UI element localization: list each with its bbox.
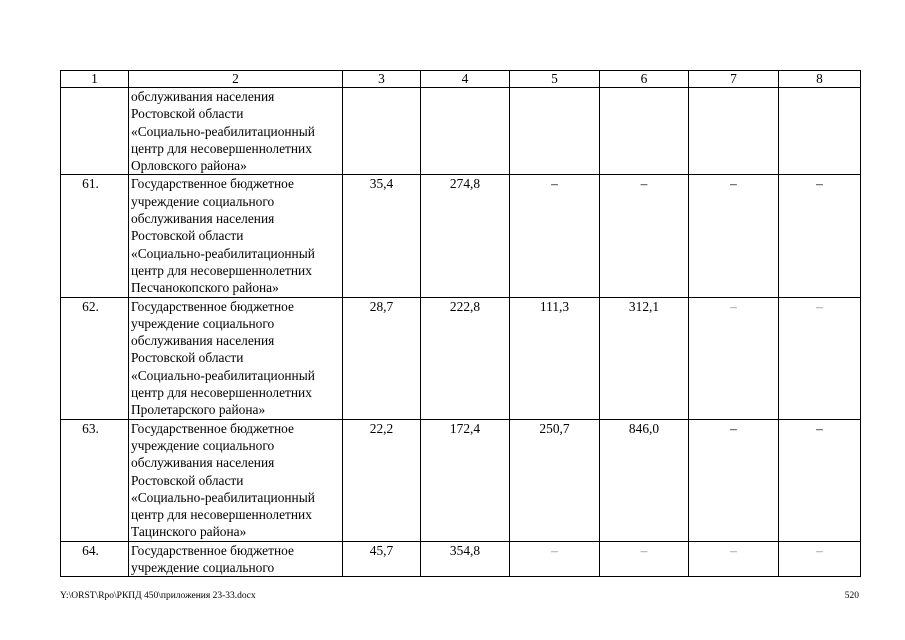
value-col-3: 28,7 (343, 297, 421, 419)
name-line: «Социально-реабилитационный (131, 367, 315, 383)
row-number: 64. (61, 541, 129, 577)
name-line: Песчанокопского района» (131, 280, 279, 296)
value-col-4: 172,4 (421, 419, 510, 541)
header-cell: 2 (129, 71, 343, 88)
name-line: центр для несовершеннолетних (131, 385, 312, 401)
value-col-5: 111,3 (510, 297, 600, 419)
footer-file-path: Y:\ORST\Rpo\РКПД 450\приложения 23-33.docx (60, 591, 256, 601)
value-col-4: 222,8 (421, 297, 510, 419)
document-table (60, 70, 861, 577)
row-number: 63. (61, 419, 129, 541)
name-line: Ростовской области (131, 472, 244, 488)
name-line: Ростовской области (131, 228, 244, 244)
header-cell: 1 (61, 71, 129, 88)
table-row (61, 297, 861, 419)
name-line: обслуживания населения (131, 211, 275, 227)
value-col-4: 354,8 (421, 541, 510, 577)
header-cell: 6 (600, 71, 689, 88)
name-line: Тацинского района» (131, 524, 247, 540)
table-header-row (61, 71, 861, 88)
institution-name (129, 419, 343, 541)
name-line: Государственное бюджетное (131, 420, 294, 436)
table-row (61, 419, 861, 541)
name-line: Государственное бюджетное (131, 542, 294, 558)
value-col-5 (510, 88, 600, 175)
name-line: Государственное бюджетное (131, 176, 294, 192)
name-line: центр для несовершеннолетних (131, 507, 312, 523)
name-line: Ростовской области (131, 106, 244, 122)
name-line: обслуживания населения (131, 455, 275, 471)
name-line: учреждение социального (131, 437, 275, 453)
value-col-3: 35,4 (343, 175, 421, 297)
name-line: «Социально-реабилитационный (131, 123, 315, 139)
name-line: Орловского района» (131, 158, 247, 174)
value-col-7: – (689, 175, 779, 297)
value-col-5: 250,7 (510, 419, 600, 541)
row-number: 62. (61, 297, 129, 419)
institution-name (129, 541, 343, 577)
value-col-8: – (779, 175, 861, 297)
value-col-7: – (689, 541, 779, 577)
value-col-8: – (779, 419, 861, 541)
value-col-7: – (689, 419, 779, 541)
value-col-8: – (779, 541, 861, 577)
value-col-6: 312,1 (600, 297, 689, 419)
header-cell: 4 (421, 71, 510, 88)
header-cell: 8 (779, 71, 861, 88)
value-col-7 (689, 88, 779, 175)
value-col-3 (343, 88, 421, 175)
value-col-6: 846,0 (600, 419, 689, 541)
value-col-6 (600, 88, 689, 175)
value-col-7: – (689, 297, 779, 419)
name-line: учреждение социального (131, 560, 275, 576)
value-col-3: 22,2 (343, 419, 421, 541)
value-col-6: – (600, 541, 689, 577)
table-row (61, 88, 861, 175)
value-col-4 (421, 88, 510, 175)
value-col-8 (779, 88, 861, 175)
institution-name (129, 175, 343, 297)
row-number (61, 88, 129, 175)
institution-name (129, 88, 343, 175)
value-col-3: 45,7 (343, 541, 421, 577)
name-line: обслуживания населения (131, 89, 275, 104)
name-line: учреждение социального (131, 315, 275, 331)
name-line: «Социально-реабилитационный (131, 489, 315, 505)
value-col-4: 274,8 (421, 175, 510, 297)
header-cell: 5 (510, 71, 600, 88)
name-line: Пролетарского района» (131, 402, 266, 418)
name-line: учреждение социального (131, 193, 275, 209)
header-cell: 7 (689, 71, 779, 88)
name-line: Ростовской области (131, 350, 244, 366)
name-line: центр для несовершеннолетних (131, 262, 312, 278)
row-number: 61. (61, 175, 129, 297)
institution-name (129, 297, 343, 419)
value-col-8: – (779, 297, 861, 419)
name-line: «Социально-реабилитационный (131, 245, 315, 261)
table-row (61, 175, 861, 297)
table-row (61, 541, 861, 577)
value-col-6: – (600, 175, 689, 297)
name-line: обслуживания населения (131, 333, 275, 349)
footer-page-number: 520 (844, 591, 859, 601)
value-col-5: – (510, 175, 600, 297)
name-line: центр для несовершеннолетних (131, 140, 312, 156)
value-col-5: – (510, 541, 600, 577)
name-line: Государственное бюджетное (131, 298, 294, 314)
header-cell: 3 (343, 71, 421, 88)
